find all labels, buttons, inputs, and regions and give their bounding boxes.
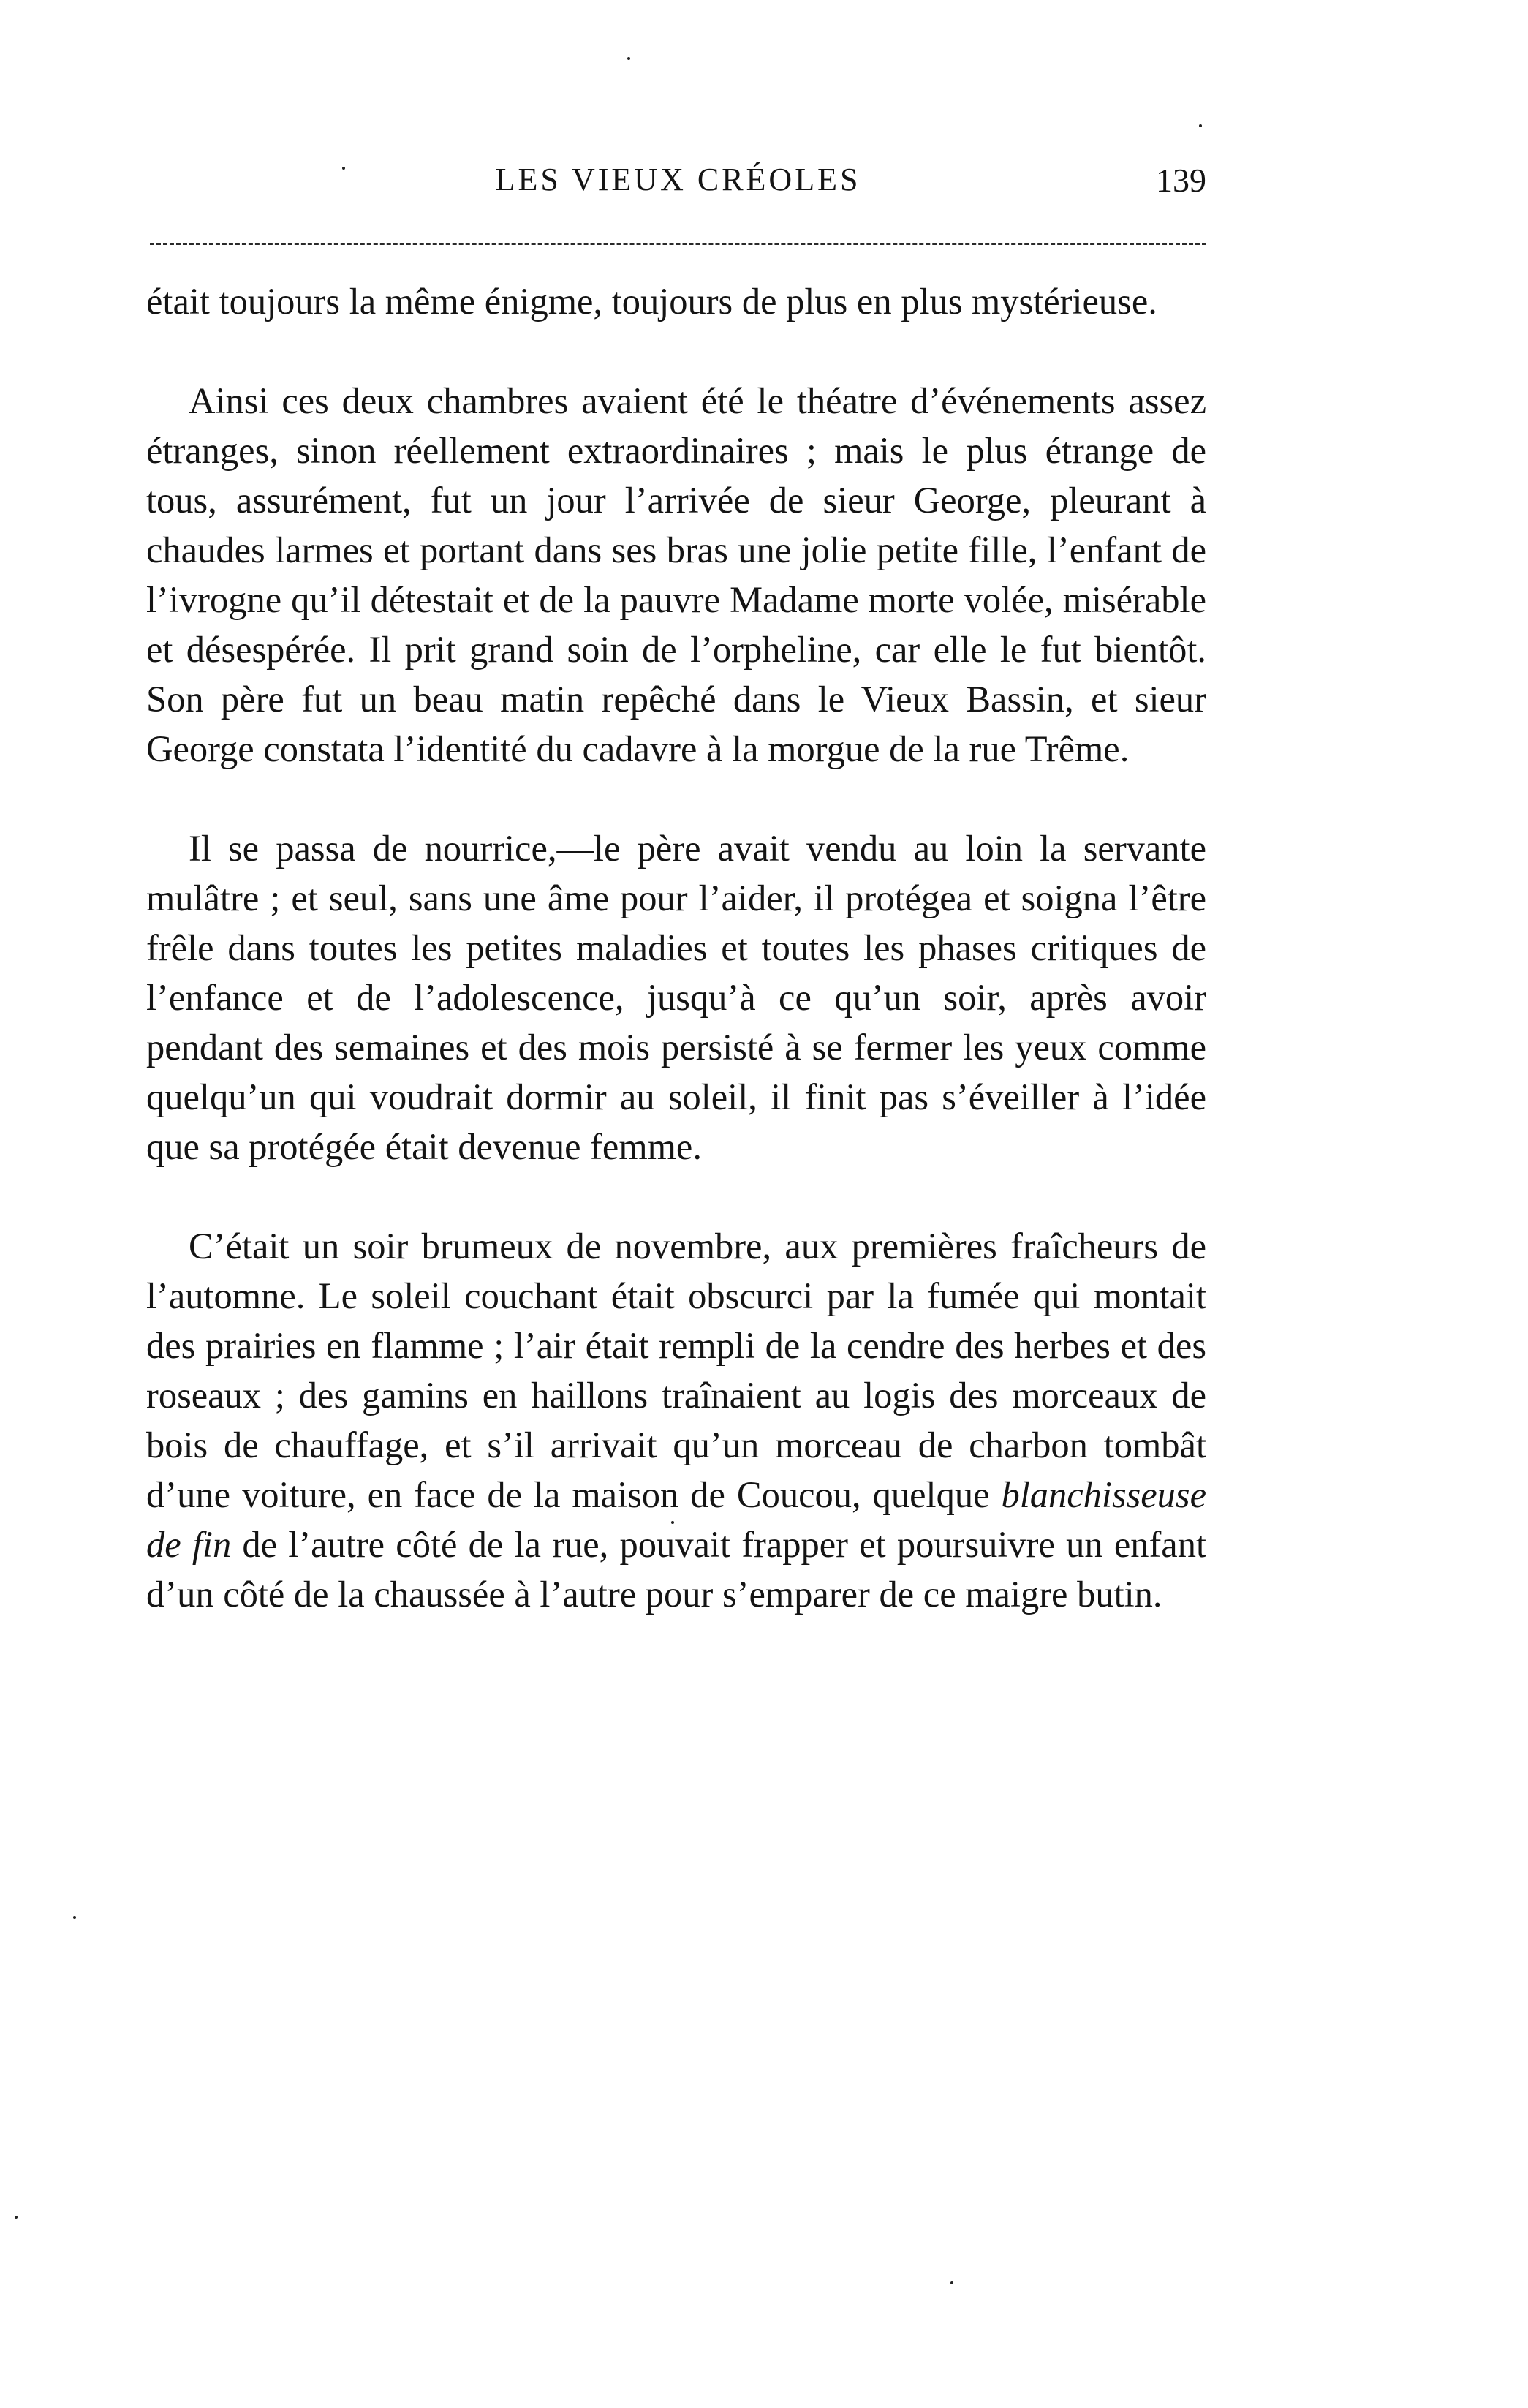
paragraph-4-italic-phrase: blanchisseuse de fin xyxy=(146,1474,1206,1565)
body-text xyxy=(146,276,1206,1619)
paragraph-4-text-after: de l’autre côté de la rue, pouvait frapper et poursuivre un enfant d’un côté de la chaussée à l’autre pour s’emparer de ce maigre butin. xyxy=(146,1524,1206,1615)
paragraph-3: Il se passa de nourrice,—le père avait vendu au loin la servante mulâtre ; et seul, sans une âme pour l’aider, il protégea et soigna l’être frêle dans toutes les petites maladies et toutes les phases critiques de l’enfance et de l’adolescence, jusqu’à ce qu’un soir, après avoir pendant des semaines et des mois persisté à se fermer les yeux comme quelqu’un qui voudrait dormir au soleil, il finit pas s’éveiller à l’idée que sa protégée était devenue femme. xyxy=(146,828,1206,1167)
paragraph-1: était toujours la même énigme, toujours de plus en plus mystérieuse. xyxy=(146,281,1157,322)
page-number: 139 xyxy=(1156,162,1206,199)
running-title: LES VIEUX CRÉOLES xyxy=(495,162,861,197)
paragraph-4 xyxy=(146,1221,1206,1619)
running-head xyxy=(150,161,1206,212)
header-rule xyxy=(150,243,1206,245)
print-speck xyxy=(342,167,345,170)
print-speck xyxy=(15,2216,18,2219)
paragraph-2: Ainsi ces deux chambres avaient été le théatre d’événements assez étranges, sinon réellement extraordinaires ; mais le plus étrange de tous, assurément, fut un jour l’arrivée de sieur George, pleurant à chaudes larmes et portant dans ses bras une jolie petite fille, l’enfant de l’ivrogne qu’il détestait et de la pauvre Madame morte volée, misérable et désespérée. Il prit grand soin de l’orpheline, car elle le fut bientôt. Son père fut un beau matin repêché dans le Vieux Bassin, et sieur George constata l’identité du cadavre à la morgue de la rue Trême. xyxy=(146,380,1206,769)
print-speck xyxy=(627,57,630,60)
print-speck xyxy=(1199,124,1202,127)
paragraph-4-text-before: C’était un soir brumeux de novembre, aux premières fraîcheurs de l’automne. Le soleil couchant était obscurci par la fumée qui montait des prairies en flamme ; l’air était rempli de la cendre des herbes et des roseaux ; des gamins en haillons traînaient au logis des morceaux de bois de chauffage, et s’il arrivait qu’un morceau de charbon tombât d’une voiture, en face de la maison de Coucou, quelque xyxy=(146,1226,1206,1515)
print-speck xyxy=(950,2281,953,2284)
print-speck xyxy=(671,1521,674,1524)
print-speck xyxy=(73,1916,76,1919)
